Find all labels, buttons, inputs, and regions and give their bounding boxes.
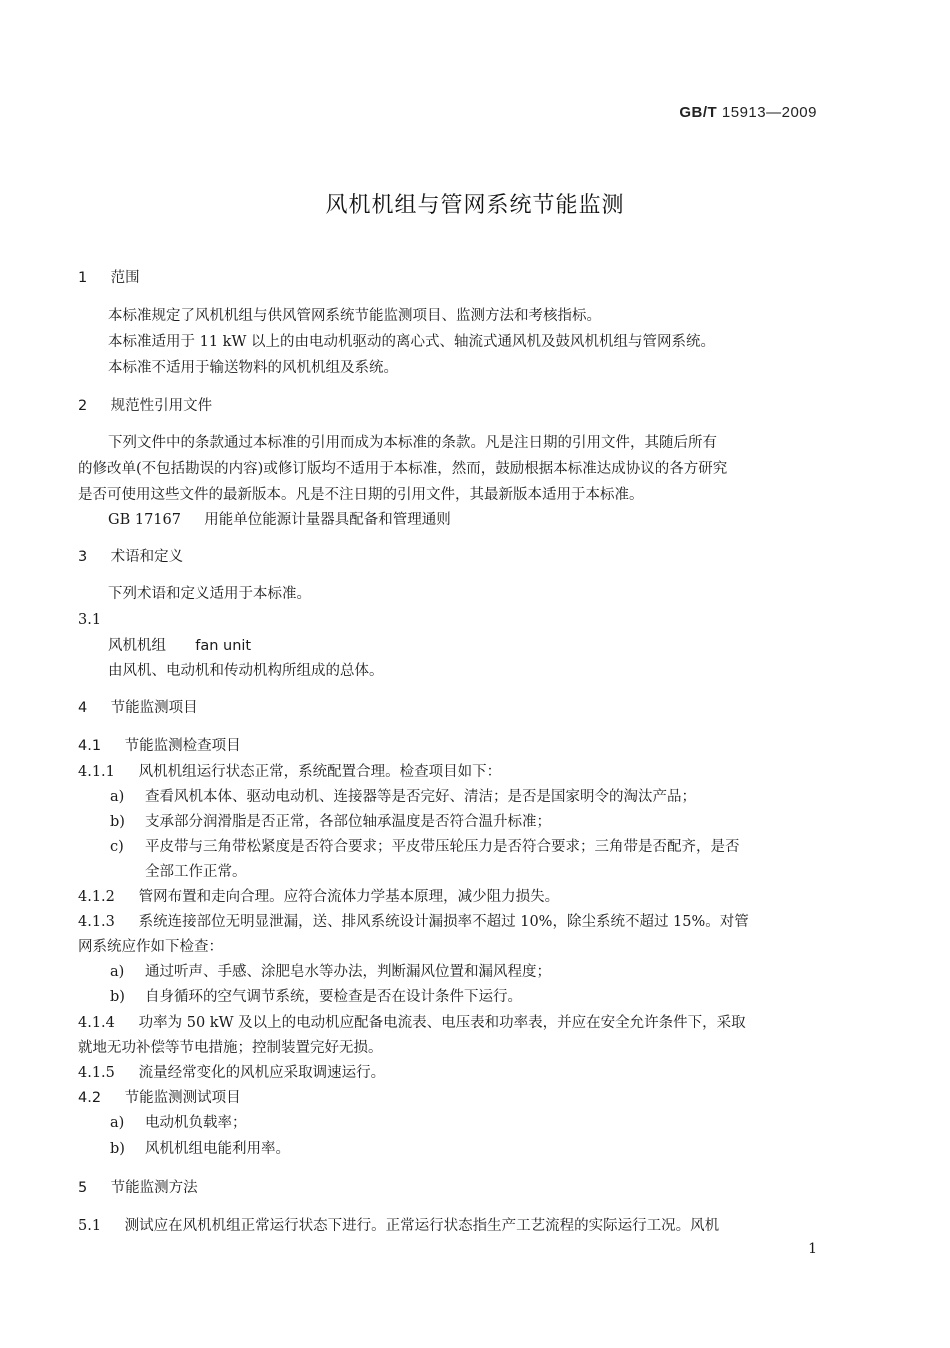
list-marker: a) <box>110 1115 125 1131</box>
clause-4-1-3-number: 4.1.3 <box>78 914 115 930</box>
section-3-title: 术语和定义 <box>110 549 184 565</box>
clause-5-1-text: 测试应在风机机组正常运行状态下进行。正常运行状态指生产工艺流程的实际运行工况。风机 <box>124 1218 720 1234</box>
reference-title: 用能单位能源计量器具配备和管理通则 <box>204 512 451 528</box>
normative-reference <box>108 510 451 530</box>
clause-4-1-2-number: 4.1.2 <box>78 889 115 905</box>
clause-4-1-3-text: 系统连接部位无明显泄漏，送、排风系统设计漏损率不超过 10%，除尘系统不超过 15%。对管 <box>138 914 749 930</box>
section-2-paragraph-line-1: 下列文件中的条款通过本标准的引用而成为本标准的条款。凡是注日期的引用文件，其随后所有 <box>108 435 717 451</box>
section-1-paragraph-2: 本标准适用于 11 kW 以上的由电动机驱动的离心式、轴流式通风机及鼓风机机组与管网系统。 <box>108 334 715 350</box>
list-marker: a) <box>110 789 125 805</box>
document-title: 风机机组与管网系统节能监测 <box>325 193 625 218</box>
term-english: fan unit <box>195 638 252 654</box>
list-marker: a) <box>110 964 125 980</box>
clause-4-1-1 <box>78 762 501 782</box>
list-item: 自身循环的空气调节系统，要检查是否在设计条件下运行。 <box>145 989 522 1005</box>
section-4-number: 4 <box>78 700 88 716</box>
section-4-title: 节能监测项目 <box>110 700 198 716</box>
clause-4-1-2-text: 管网布置和走向合理。应符合流体力学基本原理，减少阻力损失。 <box>138 889 560 905</box>
list-marker: b) <box>110 814 125 830</box>
standard-number: 15913—2009 <box>721 104 817 121</box>
list-item-continuation: 全部工作正常。 <box>145 864 247 880</box>
page-number: 1 <box>808 1241 817 1257</box>
section-1-title: 范围 <box>110 270 140 286</box>
section-1-paragraph-3: 本标准不适用于输送物料的风机机组及系统。 <box>108 360 398 376</box>
section-5-title: 节能监测方法 <box>110 1180 198 1196</box>
list-item: 通过听声、手感、涂肥皂水等办法，判断漏风位置和漏风程度； <box>145 964 551 980</box>
term-3-1-name <box>108 636 251 656</box>
section-1-number: 1 <box>78 270 88 286</box>
section-4-1-heading <box>78 736 241 756</box>
clause-4-1-3 <box>78 912 749 932</box>
clause-4-1-5-text: 流量经常变化的风机应采取调速运行。 <box>138 1065 386 1081</box>
clause-5-1-number: 5.1 <box>78 1218 102 1234</box>
section-2-number: 2 <box>78 398 88 414</box>
list-item: 查看风机本体、驱动电动机、连接器等是否完好、清洁；是否是国家明令的淘汰产品； <box>145 789 696 805</box>
clause-4-1-4 <box>78 1013 746 1033</box>
section-3-heading <box>78 547 183 567</box>
list-item: 平皮带与三角带松紧度是否符合要求；平皮带压轮压力是否符合要求；三角带是否配齐，是否 <box>145 839 740 855</box>
clause-4-1-4-continuation: 就地无功补偿等节电措施；控制装置完好无损。 <box>78 1040 383 1056</box>
section-2-paragraph-line-2: 的修改单(不包括勘误的内容)或修订版均不适用于本标准，然而，鼓励根据本标准达成协议的各方研究 <box>78 461 728 477</box>
section-5-number: 5 <box>78 1180 88 1196</box>
section-4-2-title: 节能监测测试项目 <box>124 1090 241 1106</box>
clause-5-1 <box>78 1216 719 1236</box>
standard-code <box>679 104 817 121</box>
section-4-2-number: 4.2 <box>78 1090 102 1106</box>
section-4-1-title: 节能监测检查项目 <box>124 738 241 754</box>
clause-4-1-4-text: 功率为 50 kW 及以上的电动机应配备电流表、电压表和功率表，并应在安全允许条件下，采取 <box>138 1015 746 1031</box>
section-2-heading <box>78 396 212 416</box>
section-2-paragraph-line-3: 是否可使用这些文件的最新版本。凡是不注日期的引用文件，其最新版本适用于本标准。 <box>78 487 644 503</box>
list-marker: b) <box>110 1141 125 1157</box>
clause-4-1-1-text: 风机机组运行状态正常，系统配置合理。检查项目如下： <box>138 764 502 780</box>
section-5-heading <box>78 1178 198 1198</box>
term-chinese: 风机机组 <box>108 638 166 654</box>
clause-4-1-5 <box>78 1063 385 1083</box>
section-4-2-heading <box>78 1088 241 1108</box>
section-4-heading <box>78 698 198 718</box>
list-marker: b) <box>110 989 125 1005</box>
section-2-title: 规范性引用文件 <box>110 398 213 414</box>
list-marker: c) <box>110 839 124 855</box>
clause-4-1-3-continuation: 网系统应作如下检查： <box>78 939 223 955</box>
section-1-heading <box>78 268 140 288</box>
section-3-number: 3 <box>78 549 88 565</box>
list-item: 电动机负载率； <box>145 1115 247 1131</box>
clause-4-1-5-number: 4.1.5 <box>78 1065 115 1081</box>
standard-prefix: GB/T <box>679 104 718 121</box>
clause-4-1-4-number: 4.1.4 <box>78 1015 115 1031</box>
section-1-paragraph-1: 本标准规定了风机机组与供风管网系统节能监测项目、监测方法和考核指标。 <box>108 308 601 324</box>
list-item: 支承部分润滑脂是否正常，各部位轴承温度是否符合温升标准； <box>145 814 551 830</box>
term-3-1-number: 3.1 <box>78 612 102 628</box>
reference-code: GB 17167 <box>108 512 181 528</box>
clause-4-1-2 <box>78 887 559 907</box>
section-4-1-number: 4.1 <box>78 738 102 754</box>
section-3-paragraph-1: 下列术语和定义适用于本标准。 <box>108 586 311 602</box>
clause-4-1-1-number: 4.1.1 <box>78 764 115 780</box>
term-3-1-definition: 由风机、电动机和传动机构所组成的总体。 <box>108 663 384 679</box>
list-item: 风机机组电能利用率。 <box>145 1141 290 1157</box>
